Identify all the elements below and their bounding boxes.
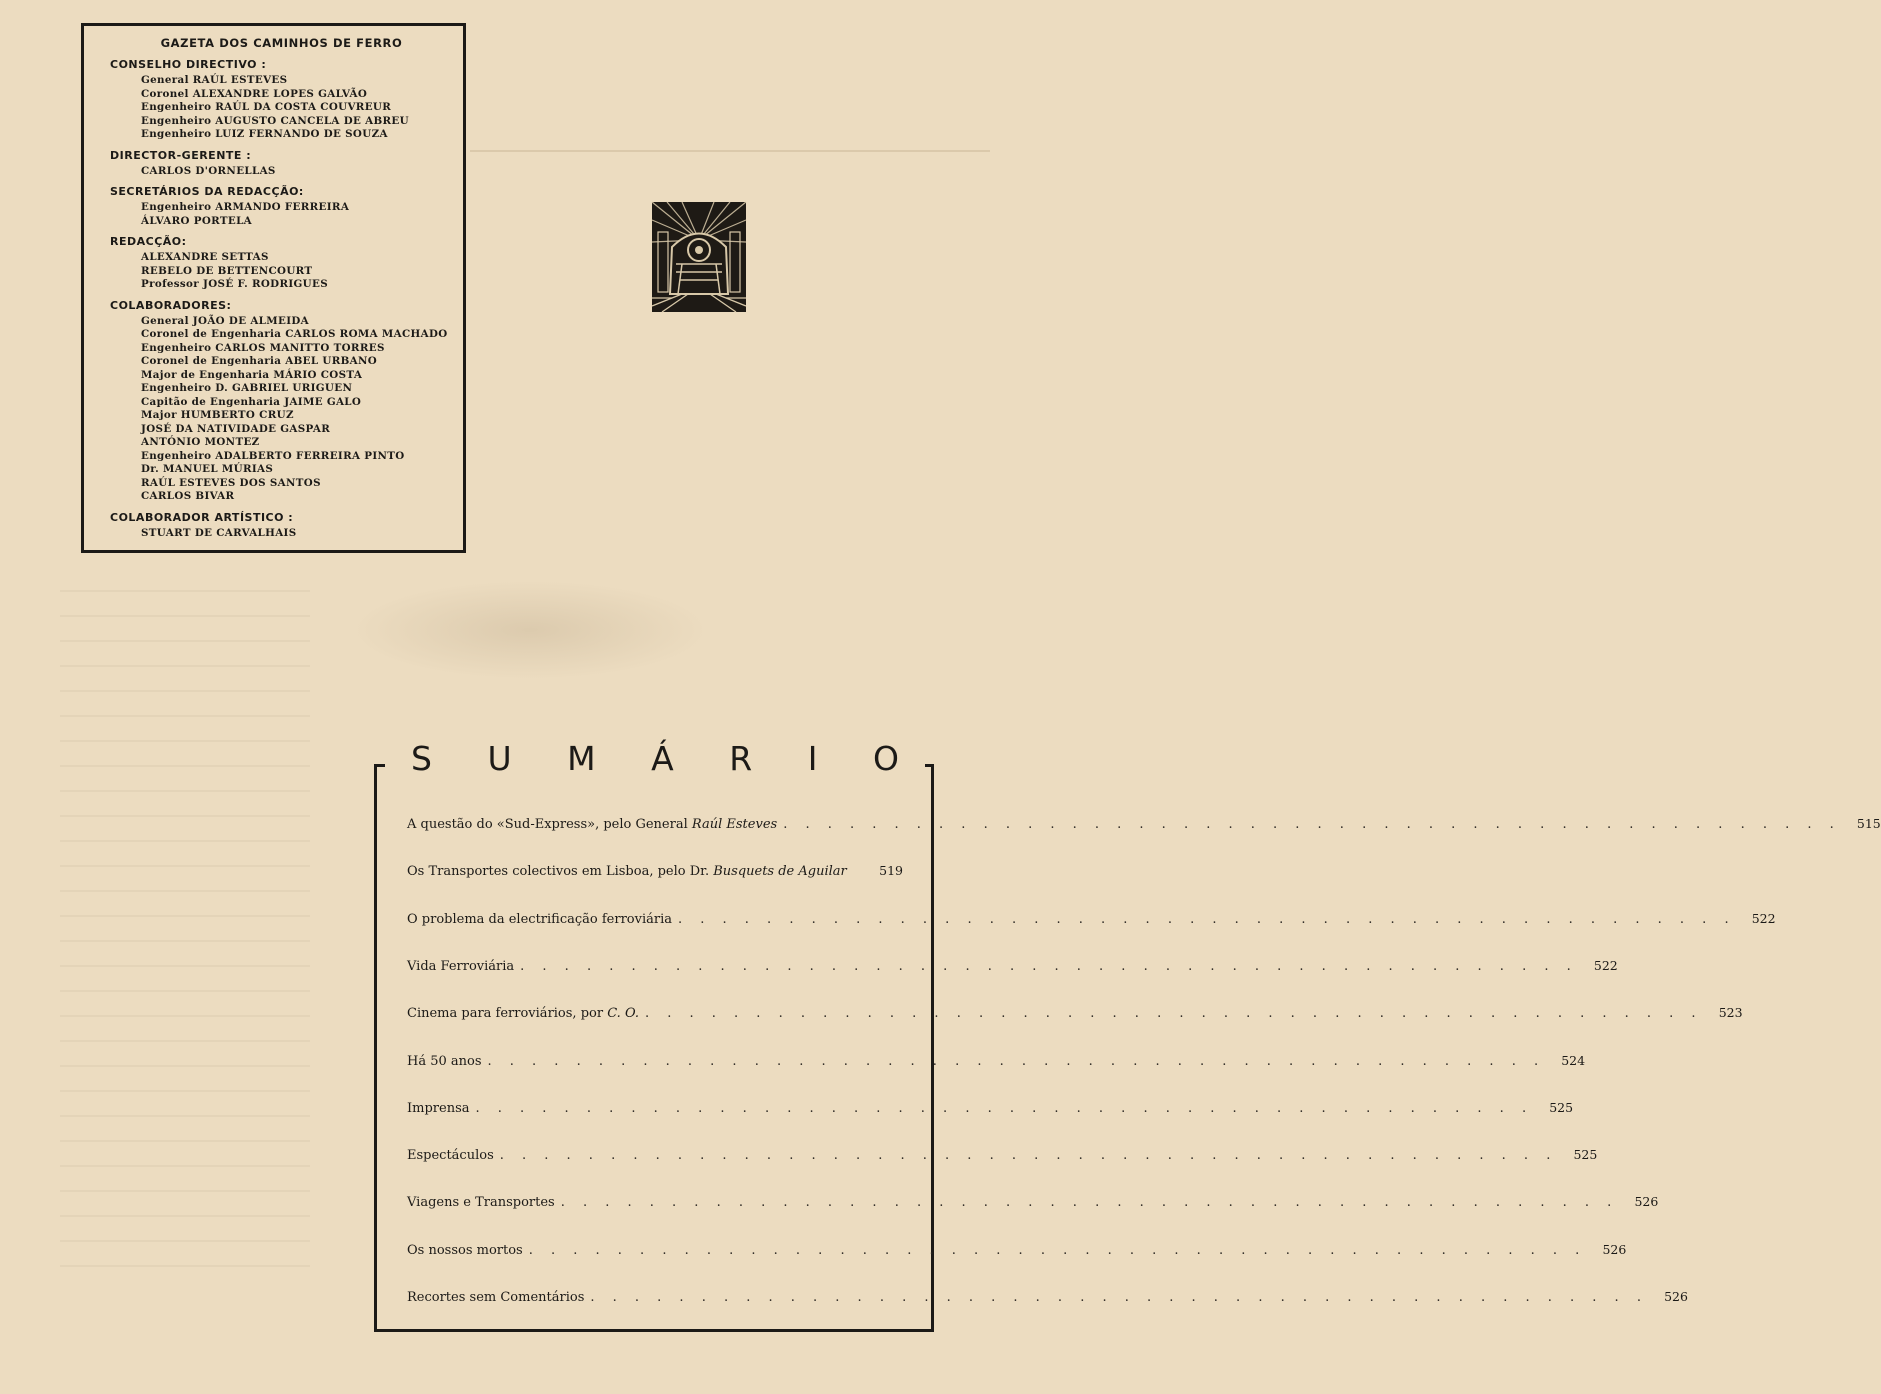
- toc-page-number: 523: [1718, 1005, 1743, 1021]
- toc-entry: [407, 1147, 1598, 1164]
- masthead-name: STUART DE CARVALHAIS: [141, 526, 297, 539]
- masthead-section-heading: DIRECTOR-GERENTE :: [110, 148, 252, 162]
- masthead-name: Engenheiro ADALBERTO FERREIRA PINTO: [141, 449, 405, 462]
- masthead-name: Engenheiro ARMANDO FERREIRA: [141, 201, 350, 213]
- masthead-name: General RAÚL ESTEVES: [141, 74, 288, 86]
- toc-leader-dots: . . . . . . . . . . . . . . . . . . . . . . . . . . . . . . . . . . . . . . . . . . . . . . . .: [528, 1242, 1587, 1258]
- toc-leader-dots: . . . . . . . . . . . . . . . . . . . . . . . . . . . . . . . . . . . . . . . . . . . . . . . .: [644, 1006, 1703, 1022]
- summary-title-letter: R: [729, 739, 753, 778]
- masthead-section: [110, 149, 463, 179]
- masthead-section-heading: REDACÇÃO:: [110, 235, 187, 248]
- masthead-name: CARLOS D'ORNELLAS: [141, 164, 276, 177]
- masthead-name: General JOÃO DE ALMEIDA: [141, 314, 309, 327]
- toc-entry-title: [407, 1101, 470, 1116]
- masthead-section: [110, 299, 463, 504]
- toc-page-number: 525: [1549, 1099, 1574, 1115]
- masthead-section: [110, 185, 463, 228]
- toc-page-number: 522: [1593, 957, 1618, 973]
- masthead-name: Engenheiro RAÚL DA COSTA COUVREUR: [141, 101, 392, 113]
- masthead-name: ÁLVARO PORTELA: [141, 214, 253, 227]
- toc-leader-dots: . . . . . . . . . . . . . . . . . . . . . . . . . . . . . . . . . . . . . . . . . . . . . . . .: [499, 1148, 1558, 1164]
- toc-page-number: 525: [1573, 1147, 1598, 1163]
- toc-leader-dots: . . . . . . . . . . . . . . . . . . . . . . . . . . . . . . . . . . . . . . . . . . . . . . . .: [560, 1195, 1619, 1211]
- masthead-name: ANTÓNIO MONTEZ: [141, 436, 260, 448]
- toc-page-number: 526: [1602, 1241, 1627, 1257]
- locomotive-woodcut-illustration: [652, 202, 746, 312]
- toc-entry-title: [407, 912, 672, 927]
- summary-title-letter: Á: [651, 739, 674, 778]
- toc-entry-text: Os Transportes colectivos em Lisboa, pelo Dr.: [407, 864, 714, 880]
- toc-entry-title: [407, 1195, 555, 1210]
- toc-entry-text: Espectáculos: [407, 1148, 494, 1164]
- masthead-name-list: [141, 527, 463, 541]
- masthead-section-heading: CONSELHO DIRECTIVO :: [110, 58, 267, 71]
- toc-entry-author: Raúl Esteves: [691, 817, 778, 832]
- masthead-sections: [110, 58, 463, 540]
- toc-entry: [407, 1289, 1688, 1305]
- bleed-through-numeral: [350, 580, 710, 680]
- masthead-section-heading: SECRETÁRIOS DA REDACÇÃO:: [110, 185, 304, 198]
- toc-entry-text: Há 50 anos: [407, 1053, 482, 1069]
- toc-entry-title: [407, 1006, 639, 1021]
- masthead-name: Engenheiro AUGUSTO CANCELA DE ABREU: [141, 114, 409, 127]
- masthead-name-list: [141, 315, 463, 504]
- toc-entry-text: A questão do «Sud-Express», pelo General: [407, 817, 692, 832]
- masthead-section-heading: COLABORADOR ARTÍSTICO :: [110, 510, 294, 524]
- summary-title-letter: U: [487, 739, 512, 778]
- masthead-name-list: [141, 165, 463, 179]
- masthead-section: [110, 511, 463, 541]
- masthead-name: Capitão de Engenharia JAIME GALO: [141, 395, 362, 408]
- masthead-name: RAÚL ESTEVES DOS SANTOS: [141, 476, 321, 489]
- masthead-name: Coronel de Engenharia ABEL URBANO: [141, 355, 378, 367]
- toc-entry-text: Viagens e Transportes: [407, 1195, 555, 1211]
- masthead-name-list: [141, 201, 463, 228]
- masthead-name: JOSÉ DA NATIVIDADE GASPAR: [141, 422, 331, 435]
- toc-leader-dots: . . . . . . . . . . . . . . . . . . . . . . . . . . . . . . . . . . . . . . . . . . . . . . . .: [678, 911, 1736, 927]
- toc-leader-dots: . . . . . . . . . . . . . . . . . . . . . . . . . . . . . . . . . . . . . . . . . . . . . . . .: [487, 1053, 1546, 1069]
- masthead-section: [110, 58, 463, 142]
- masthead-name: Coronel ALEXANDRE LOPES GALVÃO: [141, 87, 368, 100]
- toc-entry-text: Os nossos mortos: [407, 1242, 523, 1258]
- toc-entry-title: [407, 1148, 494, 1163]
- toc-entry-author: Busquets de Aguilar: [713, 864, 847, 880]
- bleed-through-rule: [470, 150, 990, 152]
- toc-leader-dots: . . . . . . . . . . . . . . . . . . . . . . . . . . . . . . . . . . . . . . . . . . . . . . . .: [520, 958, 1578, 974]
- toc-entry-title: [407, 959, 514, 974]
- toc-page-number: 526: [1664, 1289, 1688, 1304]
- toc-entry-title: [407, 864, 847, 879]
- toc-entry-title: [407, 1054, 482, 1069]
- toc-page-number: 524: [1561, 1052, 1586, 1068]
- masthead-name: Engenheiro CARLOS MANITTO TORRES: [141, 341, 385, 354]
- locomotive-woodcut-svg: [652, 202, 746, 312]
- summary-title-letter: S: [411, 739, 432, 778]
- toc-page-number: 522: [1751, 910, 1776, 926]
- toc-entry: [407, 957, 1618, 974]
- toc-entry: [407, 863, 903, 879]
- masthead-title: GAZETA DOS CAMINHOS DE FERRO: [160, 36, 403, 50]
- toc-entry-text: Imprensa: [407, 1100, 470, 1116]
- masthead-name: Engenheiro D. GABRIEL URIGUEN: [141, 382, 353, 394]
- masthead-box: [81, 23, 466, 553]
- masthead-name: Dr. MANUEL MÚRIAS: [141, 463, 274, 475]
- summary-box: [374, 766, 1881, 1332]
- toc-entry-title: [407, 817, 777, 832]
- toc-entry-text: Recortes sem Comentários: [407, 1290, 585, 1305]
- toc-entry: [407, 1005, 1743, 1022]
- toc-page-number: 515: [1856, 816, 1881, 831]
- masthead-section-heading: COLABORADORES:: [110, 298, 232, 312]
- toc-entry-text: Cinema para ferroviários, por: [407, 1006, 608, 1022]
- toc-entry: [407, 1241, 1627, 1258]
- toc-entry-text: Vida Ferroviária: [407, 958, 515, 974]
- toc-entry-title: [407, 1243, 523, 1258]
- toc-entry: [407, 816, 1881, 832]
- summary-title-letter: I: [807, 739, 818, 778]
- toc-leader-dots: . . . . . . . . . . . . . . . . . . . . . . . . . . . . . . . . . . . . . . . . . . . . . . . .: [475, 1100, 1534, 1116]
- toc-entry: [407, 1194, 1659, 1211]
- toc-leader-dots: . . . . . . . . . . . . . . . . . . . . . . . . . . . . . . . . . . . . . . . . . . . . . . . .: [590, 1290, 1648, 1305]
- masthead-section: [110, 235, 463, 292]
- masthead-name: REBELO DE BETTENCOURT: [141, 264, 313, 277]
- masthead-name-list: [141, 74, 463, 142]
- toc-entry: [407, 1099, 1574, 1116]
- bleed-through-columns: [60, 590, 310, 1290]
- masthead-name: Major de Engenharia MÁRIO COSTA: [141, 368, 363, 381]
- masthead-name-list: [141, 251, 463, 292]
- masthead-name: Major HUMBERTO CRUZ: [141, 409, 294, 421]
- summary-title-letter: M: [567, 739, 596, 778]
- masthead-name: CARLOS BIVAR: [141, 490, 235, 502]
- toc-page-number: 526: [1634, 1194, 1659, 1210]
- toc-page-number: 519: [879, 863, 903, 879]
- masthead-name: Coronel de Engenharia CARLOS ROMA MACHADO: [141, 328, 448, 340]
- toc-entry: [407, 910, 1776, 927]
- toc-entry-title: [407, 1290, 584, 1305]
- masthead-name: ALEXANDRE SETTAS: [141, 251, 269, 263]
- masthead-name: Engenheiro LUIZ FERNANDO DE SOUZA: [141, 128, 388, 140]
- masthead-name: Professor JOSÉ F. RODRIGUES: [141, 278, 328, 290]
- toc-entry-text: O problema da electrificação ferroviária: [407, 911, 672, 927]
- toc-entry: [407, 1052, 1586, 1069]
- summary-title-letter: O: [872, 739, 899, 778]
- toc-entry-author: C. O.: [607, 1006, 639, 1022]
- toc-leader-dots: . . . . . . . . . . . . . . . . . . . . . . . . . . . . . . . . . . . . . . . . . . . . . . . .: [783, 817, 1841, 832]
